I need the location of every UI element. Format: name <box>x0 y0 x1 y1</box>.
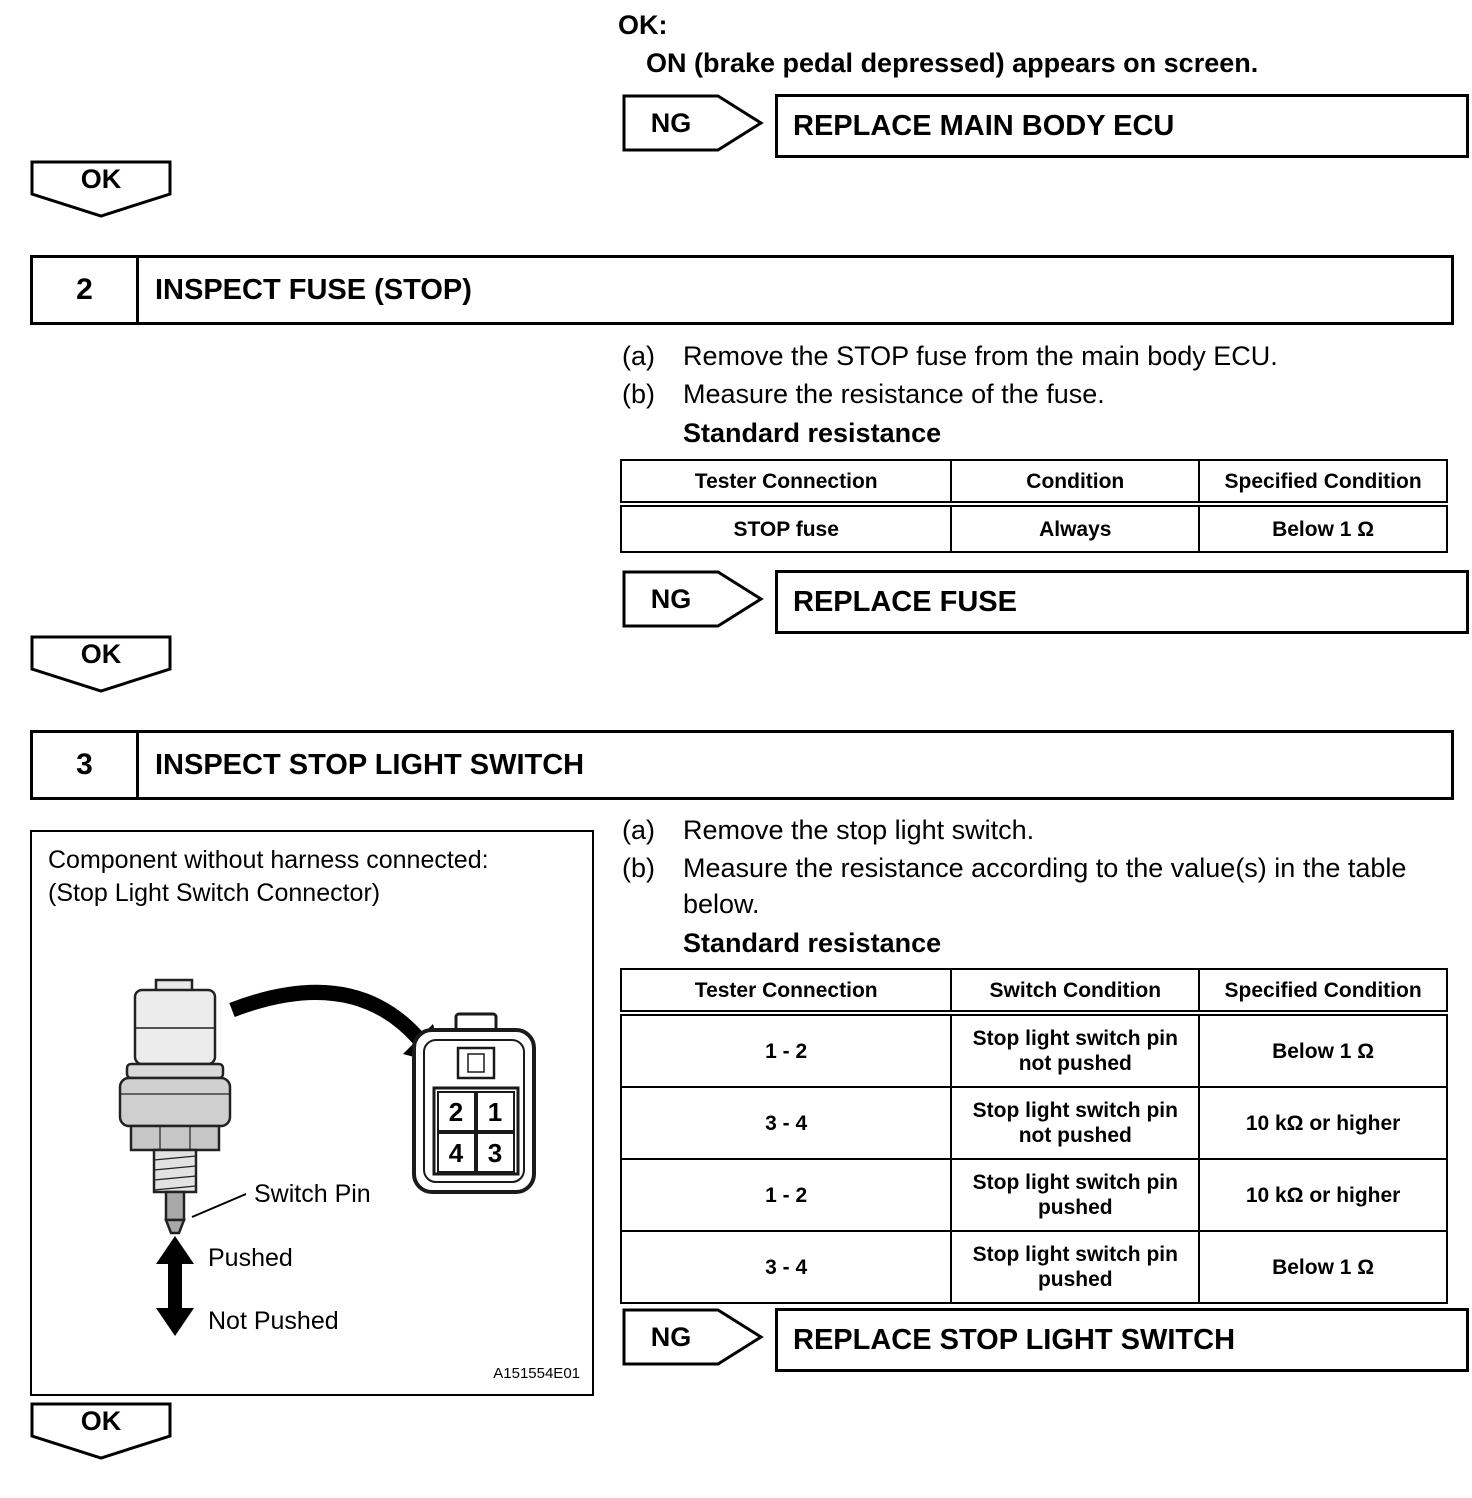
step-2-instructions <box>622 338 1452 451</box>
switch-pin-label: Switch Pin <box>254 1180 371 1208</box>
ok-badge-label: OK <box>80 163 122 194</box>
ng-action-label: REPLACE MAIN BODY ECU <box>793 109 1175 142</box>
table-row <box>621 1231 1447 1303</box>
table-row <box>621 1013 1447 1087</box>
cell-specified-condition: Below 1 Ω <box>1199 1013 1447 1087</box>
step-number: 2 <box>33 258 139 322</box>
ok-note <box>618 8 1258 80</box>
ok-badge-label: OK <box>80 638 122 669</box>
step-number: 3 <box>33 733 139 797</box>
instruction-marker: (b) <box>622 379 655 409</box>
ng-action-label: REPLACE STOP LIGHT SWITCH <box>793 1323 1236 1356</box>
instruction-b <box>622 376 1452 412</box>
pin-2-number: 2 <box>448 1097 464 1127</box>
cell-specified-condition: 10 kΩ or higher <box>1199 1087 1447 1159</box>
ng-badge <box>622 94 764 152</box>
instruction-text: Remove the STOP fuse from the main body ECU. <box>683 341 1278 371</box>
ok-note-label: OK: <box>618 10 668 40</box>
cell-switch-condition: Stop light switch pin pushed <box>951 1231 1199 1303</box>
step-title: INSPECT STOP LIGHT SWITCH <box>155 748 585 781</box>
ok-badge-label: OK <box>80 1405 122 1436</box>
instruction-a <box>622 338 1452 374</box>
ok-badge-1 <box>30 160 172 218</box>
pin-3-number: 3 <box>487 1138 503 1168</box>
col-header-switch-condition: Switch Condition <box>951 969 1199 1013</box>
fuse-resistance-table <box>620 459 1448 553</box>
step-title: INSPECT FUSE (STOP) <box>155 273 472 306</box>
instruction-a <box>622 812 1472 848</box>
ok-badge-2 <box>30 635 172 693</box>
ng-badge-label: NG <box>650 107 692 138</box>
table-row <box>621 1159 1447 1231</box>
connector-face-drawing <box>414 1014 534 1192</box>
component-figure-box <box>30 830 594 1396</box>
standard-resistance-heading: Standard resistance <box>683 418 942 448</box>
cell-switch-condition: Stop light switch pin not pushed <box>951 1087 1199 1159</box>
ng-branch-replace-stop-light-switch <box>622 1308 1448 1366</box>
ng-badge-label: NG <box>650 583 692 614</box>
table-row <box>621 1087 1447 1159</box>
step-3-instructions <box>622 812 1472 961</box>
cell-switch-condition: Stop light switch pin not pushed <box>951 1013 1199 1087</box>
cell-specified-condition: Below 1 Ω <box>1199 1231 1447 1303</box>
ng-badge-label: NG <box>650 1321 692 1352</box>
instruction-b <box>622 850 1472 922</box>
instruction-text: Measure the resistance according to the value(s) in the table below. <box>683 853 1407 919</box>
not-pushed-label: Not Pushed <box>208 1307 339 1335</box>
cell-specified-condition: Below 1 Ω <box>1199 504 1447 552</box>
ng-badge <box>622 1308 764 1366</box>
cell-switch-condition: Stop light switch pin pushed <box>951 1159 1199 1231</box>
pin-4-number: 4 <box>448 1138 464 1168</box>
stop-light-switch-figure <box>32 832 588 1390</box>
instruction-text: Remove the stop light switch. <box>683 815 1035 845</box>
ng-branch-replace-fuse <box>622 570 1448 628</box>
instruction-text: Measure the resistance of the fuse. <box>683 379 1105 409</box>
pushed-label: Pushed <box>208 1244 293 1272</box>
ng-action-label: REPLACE FUSE <box>793 585 1017 618</box>
step-header-2 <box>30 255 1454 325</box>
col-header-condition: Condition <box>951 460 1199 504</box>
stop-light-switch-resistance-table <box>620 968 1448 1304</box>
col-header-specified-condition: Specified Condition <box>1199 969 1447 1013</box>
figure-caption-line2: (Stop Light Switch Connector) <box>48 879 381 907</box>
figure-caption-line1: Component without harness connected: <box>48 846 489 874</box>
table-header-row <box>621 460 1447 504</box>
ok-badge-3 <box>30 1402 172 1460</box>
cell-tester-connection: 1 - 2 <box>621 1159 951 1231</box>
ng-action-box <box>775 1308 1469 1372</box>
col-header-specified-condition: Specified Condition <box>1199 460 1447 504</box>
ok-note-text: ON (brake pedal depressed) appears on screen. <box>646 48 1259 78</box>
cell-tester-connection: 3 - 4 <box>621 1231 951 1303</box>
table-row <box>621 504 1447 552</box>
step-header-3 <box>30 730 1454 800</box>
ng-action-box <box>775 94 1469 158</box>
instruction-marker: (b) <box>622 853 655 883</box>
ng-badge <box>622 570 764 628</box>
cell-specified-condition: 10 kΩ or higher <box>1199 1159 1447 1231</box>
cell-tester-connection: STOP fuse <box>621 504 951 552</box>
cell-tester-connection: 1 - 2 <box>621 1013 951 1087</box>
stop-light-switch-drawing <box>120 980 230 1233</box>
instruction-marker: (a) <box>622 341 655 371</box>
ng-action-box <box>775 570 1469 634</box>
standard-resistance-heading: Standard resistance <box>683 928 942 958</box>
switch-pin-callout-line <box>192 1194 246 1217</box>
figure-code: A151554E01 <box>493 1365 580 1382</box>
cell-tester-connection: 3 - 4 <box>621 1087 951 1159</box>
instruction-marker: (a) <box>622 815 655 845</box>
cell-condition: Always <box>951 504 1199 552</box>
col-header-tester-connection: Tester Connection <box>621 969 951 1013</box>
pin-1-number: 1 <box>487 1097 503 1127</box>
figure-caption <box>48 844 489 910</box>
col-header-tester-connection: Tester Connection <box>621 460 951 504</box>
ng-branch-replace-main-body-ecu <box>622 94 1448 152</box>
table-header-row <box>621 969 1447 1013</box>
push-direction-arrow <box>156 1236 194 1336</box>
